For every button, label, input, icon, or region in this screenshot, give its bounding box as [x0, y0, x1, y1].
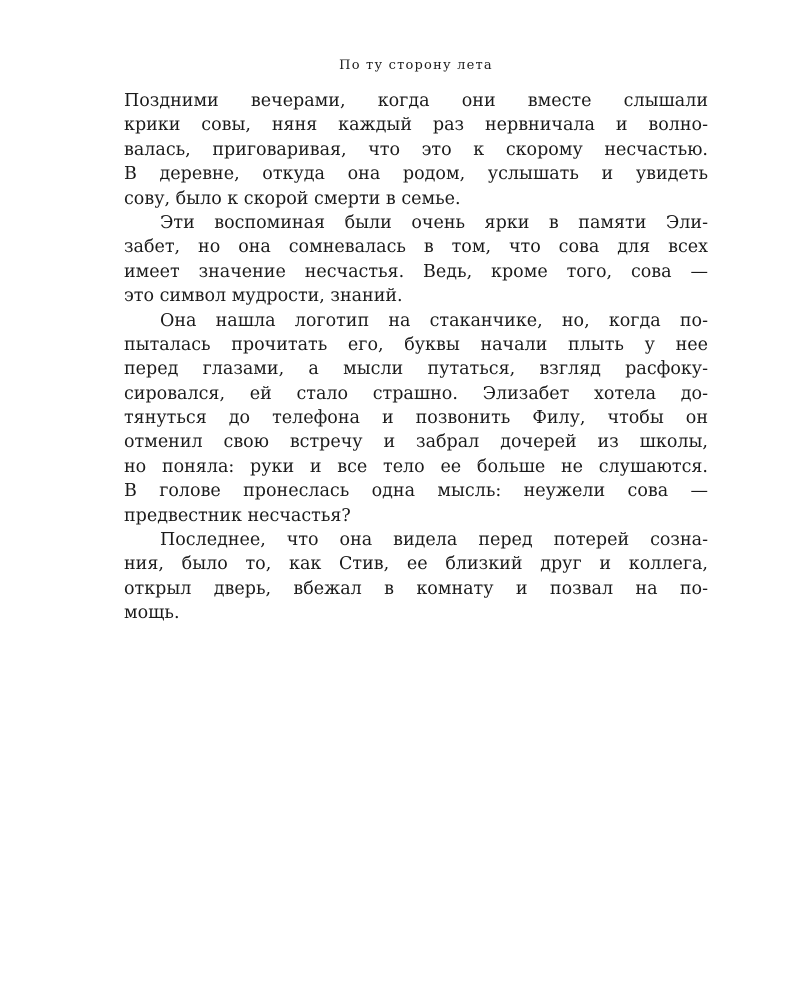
text-line: В голове пронеслась одна мысль: неужели сова — — [124, 481, 708, 502]
text-line: забет, но она сомневалась в том, что сова для всех — [124, 237, 708, 258]
text-line: Последнее, что она видела перед потерей созна- — [160, 530, 708, 551]
text-line: тянуться до телефона и позвонить Филу, чтобы он — [124, 408, 708, 429]
text-line: перед глазами, а мысли путаться, взгляд расфоку- — [124, 359, 708, 380]
paragraph — [124, 89, 708, 211]
text-line: В деревне, откуда она родом, услышать и увидеть — [124, 164, 708, 185]
text-line: Эти воспоминая были очень ярки в памяти Эли- — [160, 212, 708, 233]
text-line: сову, было к скорой смерти в семье. — [124, 188, 461, 209]
text-line: сировался, ей стало страшно. Элизабет хотела до- — [124, 383, 708, 404]
text-line: предвестник несчастья? — [124, 505, 351, 526]
text-line: Поздними вечерами, когда они вместе слышали — [124, 91, 708, 111]
page-body — [124, 89, 708, 626]
text-line: отменил свою встречу и забрал дочерей из школы, — [124, 432, 708, 453]
paragraph — [124, 211, 708, 309]
running-head: По ту сторону лета — [339, 58, 493, 73]
paragraph — [124, 309, 708, 529]
text-line: пыталась прочитать его, буквы начали плыть у нее — [124, 334, 708, 355]
text-line: крики совы, няня каждый раз нервничала и волно- — [124, 115, 708, 136]
text-line: мощь. — [124, 603, 180, 624]
text-line: Она нашла логотип на стаканчике, но, когда по- — [160, 310, 708, 331]
text-line: это символ мудрости, знаний. — [124, 286, 403, 307]
text-line: ния, было то, как Стив, ее близкий друг и коллега, — [124, 554, 708, 575]
text-line: открыл дверь, вбежал в комнату и позвал на по- — [124, 578, 708, 599]
text-line: но поняла: руки и все тело ее больше не слушаются. — [124, 456, 708, 477]
paragraph — [124, 528, 708, 626]
text-line: валась, приговаривая, что это к скорому несчастью. — [124, 139, 708, 160]
text-line: имеет значение несчастья. Ведь, кроме того, сова — — [124, 261, 708, 282]
